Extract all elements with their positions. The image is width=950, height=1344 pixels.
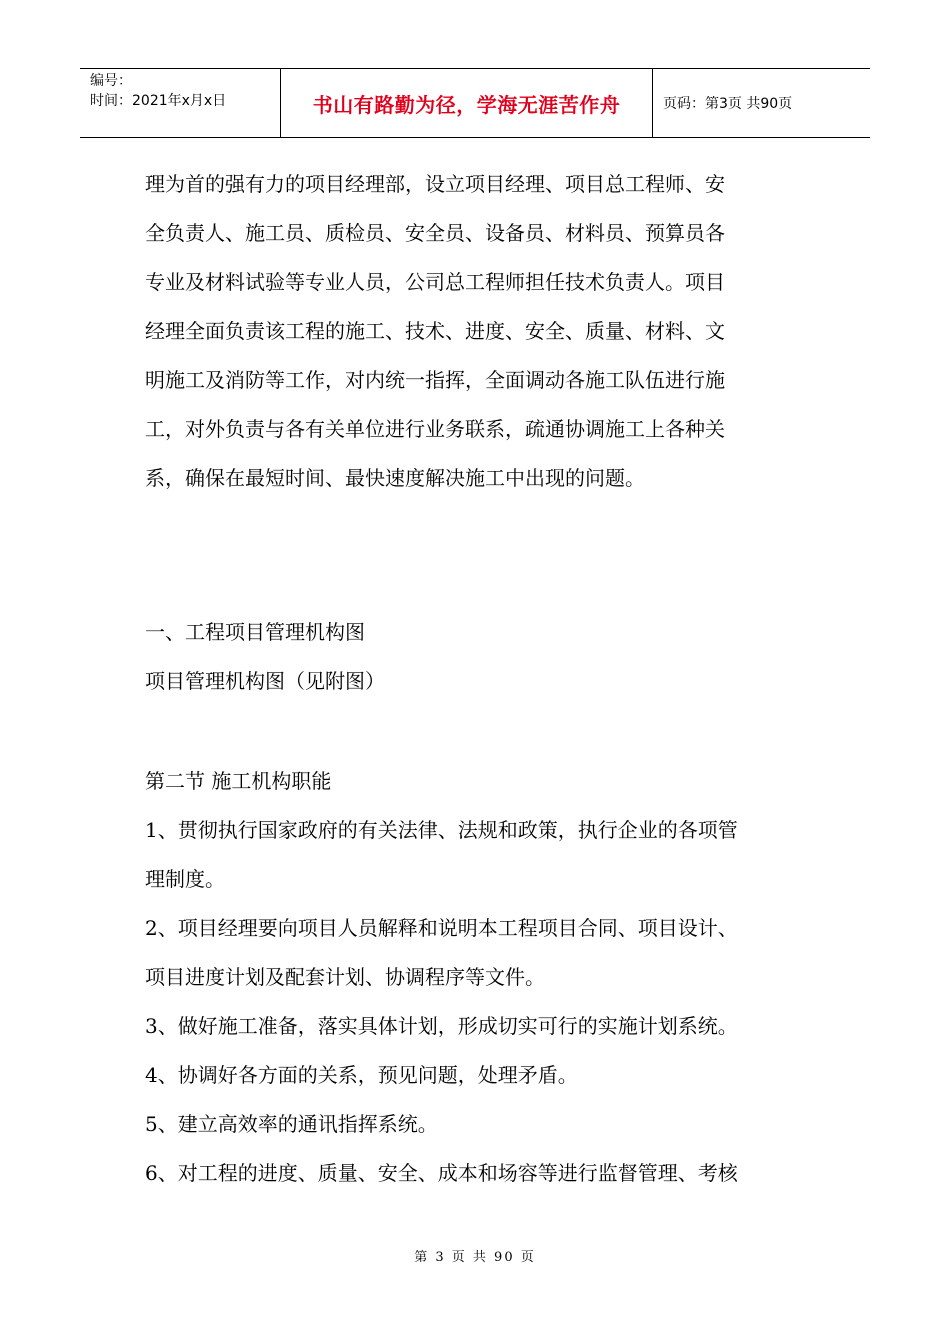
duties-list (145, 806, 815, 1198)
header-meta (80, 69, 281, 137)
text-line: 理为首的强有力的项目经理部，设立项目经理、项目总工程师、安 (145, 172, 725, 196)
list-item: 4、协调好各方面的关系，预见问题，处理矛盾。 (145, 1063, 578, 1087)
list-item: 2、项目经理要向项目人员解释和说明本工程项目合同、项目设计、 (145, 916, 738, 940)
text-line: 系，确保在最短时间、最快速度解决施工中出现的问题。 (145, 466, 645, 490)
list-item: 理制度。 (145, 867, 225, 891)
header-motto-cell (281, 69, 653, 137)
list-item: 1、贯彻执行国家政府的有关法律、法规和政策，执行企业的各项管 (145, 818, 738, 842)
text-line: 全负责人、施工员、质检员、安全员、设备员、材料员、预算员各 (145, 221, 725, 245)
page-footer: 第 3 页 共 90 页 (414, 1250, 536, 1265)
text-line: 工，对外负责与各有关单位进行业务联系，疏通协调施工上各种关 (145, 417, 725, 441)
section-heading: 一、工程项目管理机构图 (145, 620, 365, 644)
paragraph-management-department (145, 160, 815, 503)
section-note: 项目管理机构图（见附图） (145, 669, 385, 693)
text-line: 明施工及消防等工作，对内统一指挥，全面调动各施工队伍进行施 (145, 368, 725, 392)
chapter-heading: 第二节 施工机构职能 (145, 769, 332, 793)
header-motto: 书山有路勤为径，学海无涯苦作舟 (312, 92, 621, 117)
text-line: 专业及材料试验等专业人员，公司总工程师担任技术负责人。项目 (145, 270, 725, 294)
header-page-info: 页码：第3页 共90页 (663, 96, 793, 112)
list-item: 5、建立高效率的通讯指挥系统。 (145, 1112, 438, 1136)
list-item: 3、做好施工准备，落实具体计划，形成切实可行的实施计划系统。 (145, 1014, 738, 1038)
text-line: 经理全面负责该工程的施工、技术、进度、安全、质量、材料、文 (145, 319, 725, 343)
document-number-label: 编号： (90, 73, 132, 89)
document-date-label: 时间：2021年x月x日 (90, 93, 227, 109)
list-item: 项目进度计划及配套计划、协调程序等文件。 (145, 965, 545, 989)
list-item: 6、对工程的进度、质量、安全、成本和场容等进行监督管理、考核 (145, 1161, 738, 1185)
page-header (80, 68, 870, 138)
